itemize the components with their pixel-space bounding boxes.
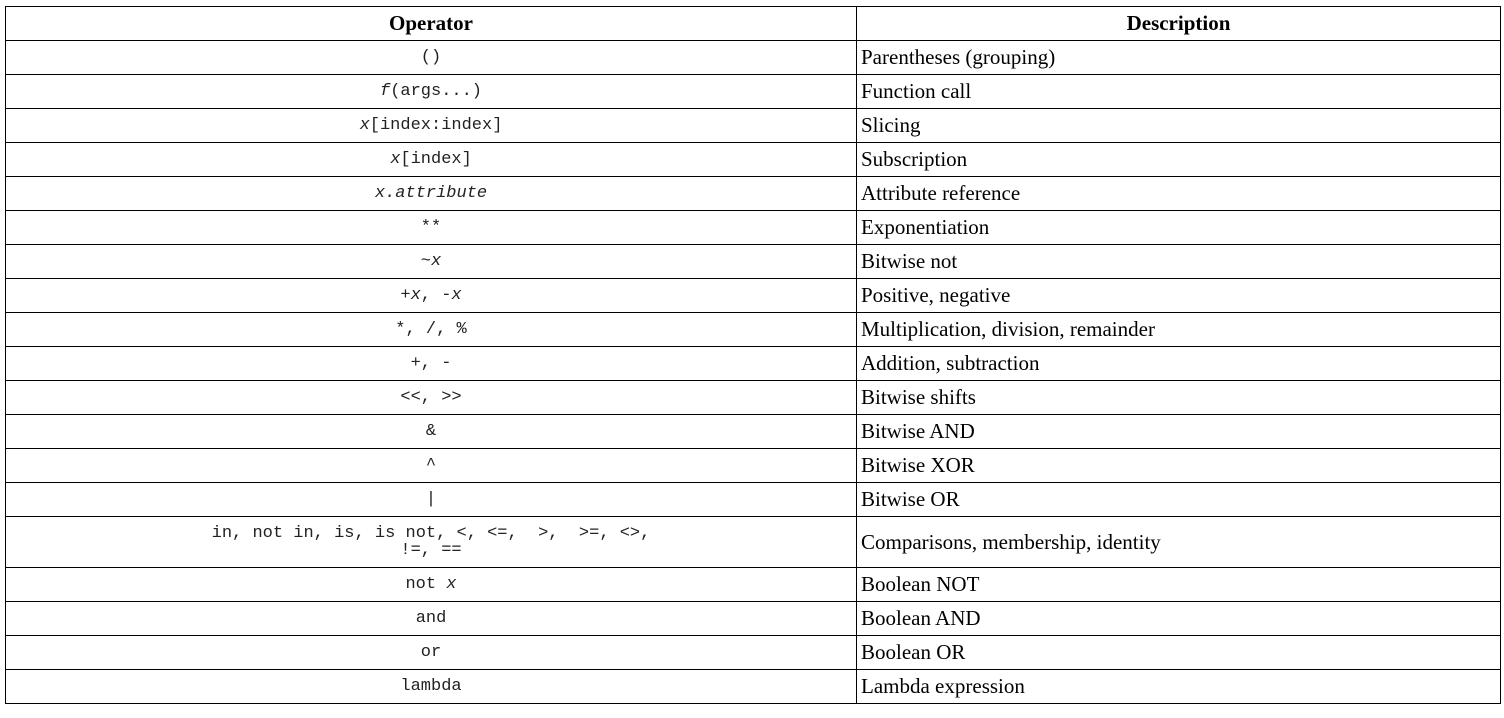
operator-cell [6,517,857,568]
operator-cell [6,670,857,704]
operator-text: *, /, % [395,320,467,339]
operator-text: x [446,575,457,594]
table-row [6,517,1501,568]
description-cell: Positive, negative [857,279,1501,313]
description-cell: Parentheses (grouping) [857,41,1501,75]
description-cell: Boolean AND [857,602,1501,636]
table-body [6,41,1501,704]
table-row [6,483,1501,517]
operator-text: & [425,422,437,441]
operator-text: ~ [420,252,431,271]
operator-cell [6,245,857,279]
description-cell: Multiplication, division, remainder [857,313,1501,347]
operator-column-header: Operator [6,7,857,41]
table-row [6,109,1501,143]
description-cell: Boolean OR [857,636,1501,670]
operator-text: lambda [400,677,462,696]
header-row [6,7,1501,41]
operator-text: [index] [400,150,472,169]
operator-text: x [359,116,370,135]
operator-cell [6,211,857,245]
table-row [6,211,1501,245]
operator-cell [6,602,857,636]
operator-cell [6,449,857,483]
operator-cell [6,143,857,177]
description-cell: Boolean NOT [857,568,1501,602]
operator-text: [index:index] [369,116,503,135]
operator-text: x [410,286,421,305]
operator-cell [6,109,857,143]
description-cell: Slicing [857,109,1501,143]
operator-cell [6,313,857,347]
operator-text: (args...) [390,82,483,101]
table-row [6,75,1501,109]
description-cell: Exponentiation [857,211,1501,245]
operator-cell [6,636,857,670]
operator-cell [6,41,857,75]
description-cell: Addition, subtraction [857,347,1501,381]
description-cell: Bitwise XOR [857,449,1501,483]
table-row [6,245,1501,279]
table-row [6,568,1501,602]
operator-text: and [415,609,447,628]
table-row [6,602,1501,636]
operator-text: x.attribute [374,184,488,203]
table-row [6,449,1501,483]
table-row [6,347,1501,381]
operator-text: in, not in, is, is not, <, <=, >, >=, <>, !=, == [211,524,661,560]
operator-cell [6,568,857,602]
operator-cell [6,415,857,449]
operator-text: or [420,643,442,662]
operator-cell [6,347,857,381]
operator-cell [6,279,857,313]
operator-text: ^ [425,456,437,475]
operator-text: + [400,286,411,305]
operator-text: x [451,286,462,305]
operator-text: x [390,150,401,169]
description-column-header: Description [857,7,1501,41]
description-cell: Subscription [857,143,1501,177]
table-row [6,381,1501,415]
operator-text: | [425,490,437,509]
operator-text: ** [420,218,442,237]
table-row [6,143,1501,177]
operator-text: () [420,48,442,67]
operator-text: f [379,82,391,101]
operator-cell [6,483,857,517]
table-row [6,177,1501,211]
description-cell: Bitwise AND [857,415,1501,449]
table-row [6,313,1501,347]
description-cell: Bitwise not [857,245,1501,279]
operator-text: not [405,575,447,594]
operator-text: <<, >> [400,388,462,407]
operator-precedence-table [5,6,1501,704]
description-cell: Attribute reference [857,177,1501,211]
description-cell: Comparisons, membership, identity [857,517,1501,568]
table-row [6,41,1501,75]
operator-text: , - [420,286,452,305]
operator-cell [6,75,857,109]
table-row [6,279,1501,313]
description-cell: Bitwise shifts [857,381,1501,415]
table-row [6,415,1501,449]
operator-cell [6,177,857,211]
table-row [6,636,1501,670]
operator-text: +, - [410,354,452,373]
description-cell: Lambda expression [857,670,1501,704]
table-row [6,670,1501,704]
description-cell: Function call [857,75,1501,109]
operator-text: x [431,252,442,271]
operator-cell [6,381,857,415]
description-cell: Bitwise OR [857,483,1501,517]
